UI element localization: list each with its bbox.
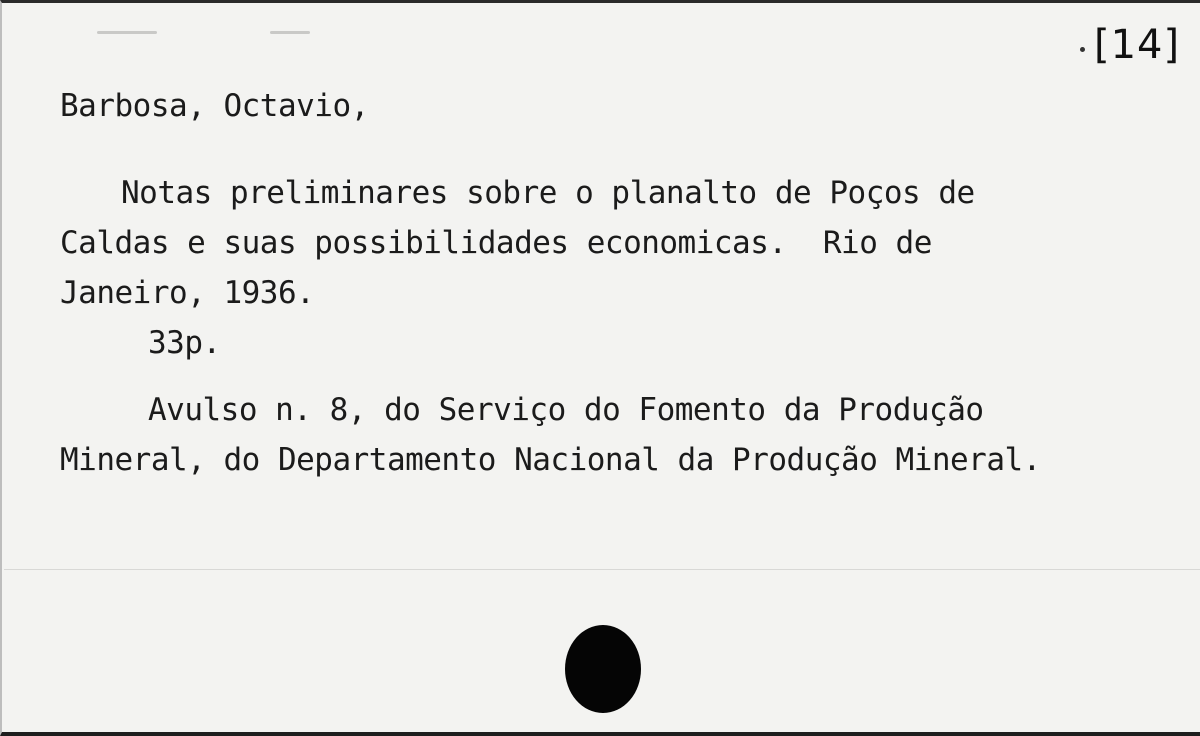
- call-number-dot: [1080, 47, 1085, 52]
- title-line: Caldas e suas possibilidades economicas. Rio de: [60, 225, 932, 261]
- faint-smudge: [270, 31, 310, 34]
- title-line: Notas preliminares sobre o planalto de Poços de: [121, 175, 975, 211]
- title-line: Janeiro, 1936.: [60, 275, 315, 311]
- card-ruled-line: [4, 569, 1200, 570]
- faint-smudge: [97, 31, 157, 34]
- author-heading: Barbosa, Octavio,: [60, 88, 369, 124]
- punch-hole: [565, 625, 641, 713]
- series-note-line: Avulso n. 8, do Serviço do Fomento da Produção: [148, 392, 984, 428]
- pagination: 33p.: [148, 325, 221, 361]
- call-number: [14]: [1094, 22, 1181, 68]
- series-note-line: Mineral, do Departamento Nacional da Produção Mineral.: [60, 442, 1041, 478]
